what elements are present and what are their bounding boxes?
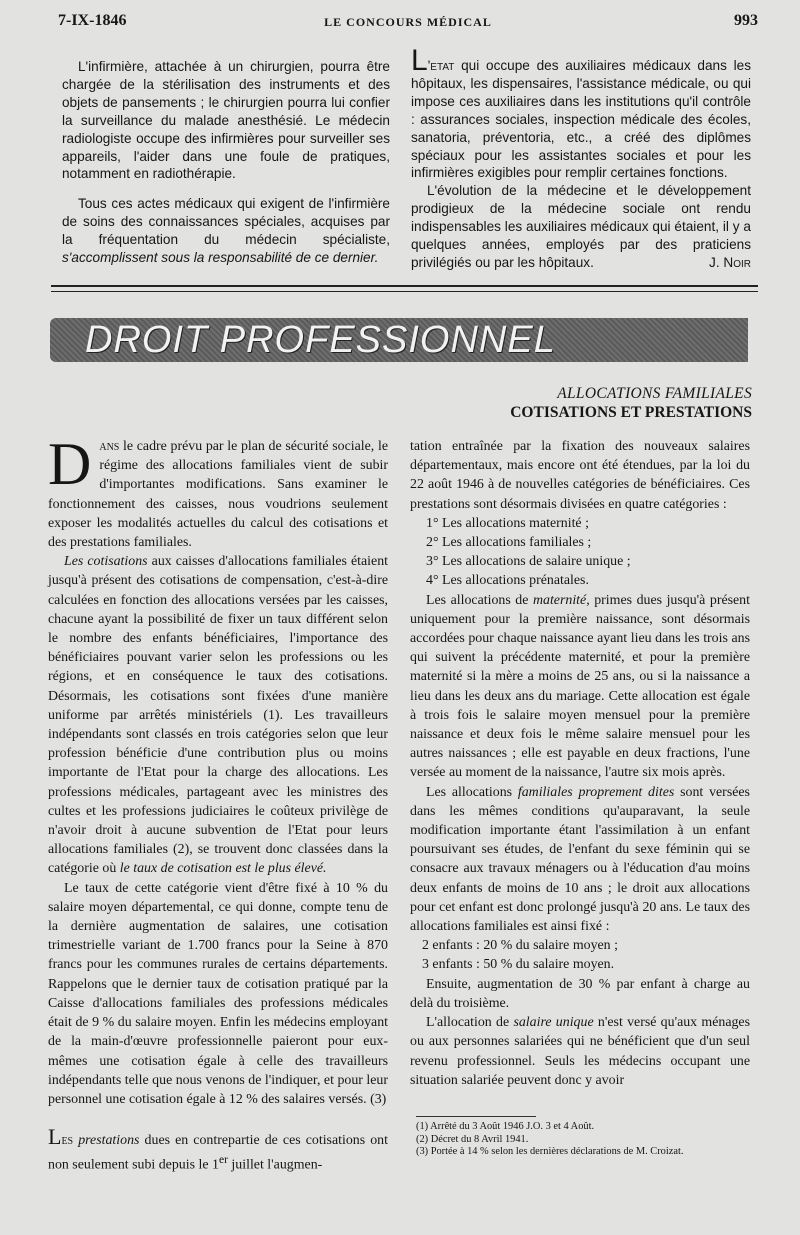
footnotes — [416, 1121, 751, 1159]
paragraph: Ensuite, augmentation de 30 % par enfant à charge au delà du troisième. — [410, 976, 750, 1011]
journal-title: LE CONCOURS MÉDICAL — [324, 15, 492, 29]
paragraph: Les allocations familiales proprement dites sont versées dans les mêmes conditions qu'auparavant, la seule modification importante étant l'assimilation à un enfant poursuivant ses études, de l'enfant du sexe féminin qui se consacre aux travaux ménagers ou à l'éducation d'au moins deux enfants de moins de 10 ans ; le droit aux allocations pour cet enfant est donc prolongé jusqu'à 20 ans. Le taux des allocations familiales est ainsi fixé : — [410, 784, 750, 935]
list-item: 2° Les allocations familiales ; — [426, 535, 592, 551]
list-item: 4° Les allocations prénatales. — [426, 573, 589, 589]
continued-article-right — [411, 44, 752, 272]
paragraph: L'évolution de la médecine et le développement prodigieux de la médecine sociale ont rendu indispensables les auxiliaires médicaux qui étaient, il y a quelques années, employés par des praticiens privilégiés ou par les hôpitaux. J. Noir — [411, 183, 751, 270]
divider-rule — [51, 291, 758, 292]
footnote-rule — [416, 1116, 536, 1117]
author-signature: J. Noir — [709, 254, 751, 270]
paragraph: L'etat qui occupe des auxiliaires médicaux dans les hôpitaux, les dispensaires, l'assistance médicale, ou qui impose ces auxiliaires dans les institutions qu'il contrôle : assurances sociales, inspection médicale des écoles, sanatoria, préventoria, etc., a créé des diplômes spéciaux pour les assistantes sociales et pour les infirmières exigibles pour remplir certaines fonctions. — [411, 44, 752, 181]
rate-line: 2 enfants : 20 % du salaire moyen ; — [422, 938, 618, 954]
drop-cap: L — [48, 1124, 62, 1150]
paragraph: Les allocations de maternité, primes dues jusqu'à présent uniquement pour la première naissance, sont désormais accordées pour chaque naissance ayant lieu dans les trois ans qui suivent la précédente maternité, et pour la première maternité si la mère a moins de 25 ans, ou si la naissance a lieu dans les deux ans du mariage. Cette allocation est égale à trois fois le salaire moyen mensuel pour la première naissance et deux fois le même salaire mensuel pour les autres naissances ; elle est payable en deux fractions, l'une versée au moment de la naissance, l'autre six mois après. — [410, 592, 750, 781]
paragraph: L'allocation de salaire unique n'est versé qu'aux ménages ou aux personnes salariées qui ne bénéficient que d'un seul revenu professionnel. Seuls les médecins occupant une situation salariée peuvent donc y avoir — [410, 1015, 751, 1088]
article-title — [510, 385, 752, 422]
footnote: (2) Décret du 8 Avril 1941. — [416, 1133, 529, 1145]
paragraph: L'infirmière, attachée à un chirurgien, pourra être chargée de la stérilisation des instruments et des objets de pansements ; le chirurgien pourra lui confier la surveillance du malade anesthésié. Le médecin radiologiste occupe des infirmières pour surveiller ses appareils, l'aider dans une foule de pratiques, notamment en radiothérapie. — [62, 59, 390, 182]
paragraph: Tous ces actes médicaux qui exigent de l'infirmière de soins des connaissances spéciales, acquises par la fréquentation du médecin spécialiste, s'accomplissent sous la responsabilité de ce dernier. — [62, 196, 390, 266]
paragraph: tation entraînée par la fixation des nouveaux salaires départementaux, mais encore ont été étendues, par la loi du 22 août 1946 à de nouvelles catégories de bénéficiaires. Ces prestations sont désormais divisées en quatre catégories : — [410, 439, 750, 512]
paragraph: Les cotisations aux caisses d'allocations familiales étaient jusqu'à présent des cotisations de compensation, c'est-à-dire calculées en fonction des allocations versées par les caisses, chacune ayant la possibilité de fixer un taux différent selon le nombre des enfants bénéficiaires, l'importance des bénéficiaires pouvant varier selon les professions ou les régions, et en conséquence le taux des cotisations. Désormais, les cotisations sont fixées d'une manière uniforme par arrêtés ministériels (1). Les travailleurs indépendants sont classés en trois catégories selon que leur profession bénéficie d'une contribution plus ou moins importante de l'Etat pour la charge des allocations. Les professions médicales, partageant avec les ministres des cultes et les professions judiciaires le coûteux privilège de n'avoir droit à aucune subvention de l'Etat pour leurs allocations familiales (2), se trouvent donc classées dans la catégorie où le taux de cotisation est le plus élevé. — [48, 554, 388, 877]
drop-cap: D — [48, 431, 92, 497]
article-title-line2: COTISATIONS ET PRESTATIONS — [510, 404, 752, 421]
drop-cap: L — [411, 44, 428, 77]
article-column-right — [410, 437, 750, 1090]
list-item: 3° Les allocations de salaire unique ; — [426, 554, 631, 570]
article-column-left — [48, 431, 388, 1175]
rate-line: 3 enfants : 50 % du salaire moyen. — [422, 957, 615, 973]
banner-title: DROIT PROFESSIONNEL — [85, 319, 556, 361]
issue-date: 7-IX-1846 — [58, 12, 127, 29]
list-item: 1° Les allocations maternité ; — [426, 515, 589, 531]
footnote: (1) Arrêté du 3 Août 1946 J.O. 3 et 4 Août. — [416, 1121, 595, 1132]
intro-paragraph: Dans le cadre prévu par le plan de sécurité sociale, le régime des allocations familiales vient de subir d'importantes modifications. Sans examiner le fonctionnement des caisses, nous voudrions seulement exposer les modalités actuelles du calcul des cotisations et des prestations familiales. — [48, 431, 388, 551]
page-header — [58, 12, 758, 32]
footnote: (3) Portée à 14 % selon les dernières déclarations de M. Croizat. — [416, 1146, 684, 1157]
continued-article-left — [62, 58, 390, 267]
paragraph: Le taux de cette catégorie vient d'être fixé à 10 % du salaire moyen départemental, ce qui donne, compte tenu de la dernière augmentation de salaires, une cotisation trimestrielle variant de 1.700 francs pour la Seine à 870 francs pour les communes rurales de certains départements. Rappelons que le dernier taux de cotisation pratiqué par la Caisse d'allocations familiales des professions médicales était de 9 % du salaire moyen. Enfin les médecins employant de la main-d'œuvre professionnelle paieront pour eux-mêmes une cotisation égale à celle des travailleurs indépendants telle que nous venons de l'indiquer, et pour leur personnel une cotisation égale à 12 % des salaires versés. (3) — [48, 880, 388, 1107]
page-number: 993 — [734, 12, 758, 29]
divider-rule — [51, 285, 758, 287]
paragraph: Les prestations dues en contrepartie de ces cotisations ont non seulement subi depuis le 1er juillet l'augmen- — [48, 1124, 388, 1173]
article-title-line1: ALLOCATIONS FAMILIALES — [557, 385, 752, 402]
